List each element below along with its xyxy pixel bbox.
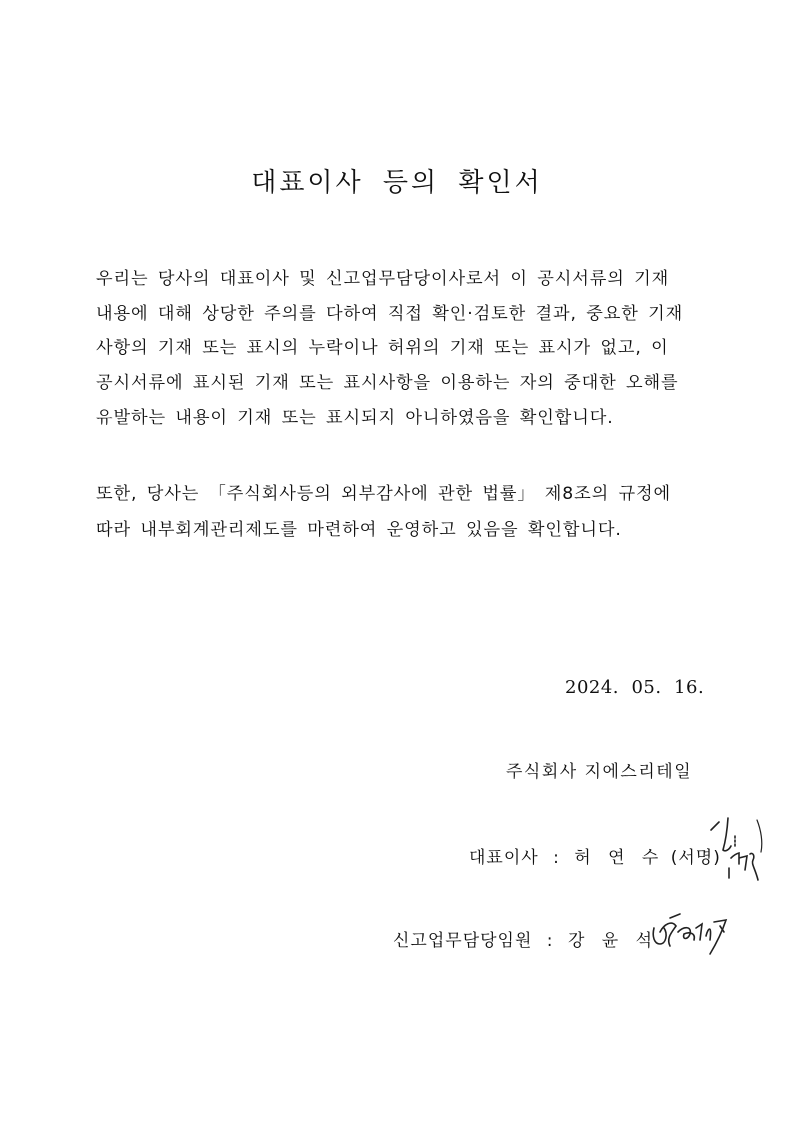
paragraph-line: 유발하는 내용이 기재 또는 표시되지 아니하였음을 확인합니다. — [96, 408, 614, 428]
disclosure-officer-signature-line — [393, 926, 658, 951]
paragraph-line: 공시서류에 표시된 기재 또는 표시사항을 이용하는 자의 중대한 오해를 — [96, 373, 679, 393]
paragraph-line: 우리는 당사의 대표이사 및 신고업무담당이사로서 이 공시서류의 기재 — [96, 269, 670, 289]
signatory-role: 대표이사 — [469, 848, 539, 868]
officer-handwritten-signature-icon — [650, 910, 735, 960]
company-name: 주식회사 지에스리테일 — [506, 762, 693, 782]
sign-label: (서명) — [670, 848, 721, 868]
ceo-signature-line — [469, 843, 721, 868]
signatory-role: 신고업무담당임원 — [393, 931, 533, 951]
paragraph-line: 내용에 대해 상당한 주의를 다하여 직접 확인·검토한 결과, 중요한 기재 — [96, 304, 684, 324]
document-title: 대표이사 등의 확인서 — [251, 168, 543, 198]
paragraph-line: 또한, 당사는 「주식회사등의 외부감사에 관한 법률」 제8조의 규정에 — [96, 484, 672, 504]
paragraph-line: 사항의 기재 또는 표시의 누락이나 허위의 기재 또는 표시가 없고, 이 — [96, 338, 669, 358]
signatory-name: 강 윤 석 — [567, 931, 659, 951]
signatory-name: 허 연 수 — [574, 848, 665, 868]
document-date: 2024. 05. 16. — [565, 677, 705, 698]
paragraph-line: 따라 내부회계관리제도를 마련하여 운영하고 있음을 확인합니다. — [96, 520, 622, 540]
separator: : — [546, 931, 554, 951]
separator: : — [553, 848, 560, 868]
